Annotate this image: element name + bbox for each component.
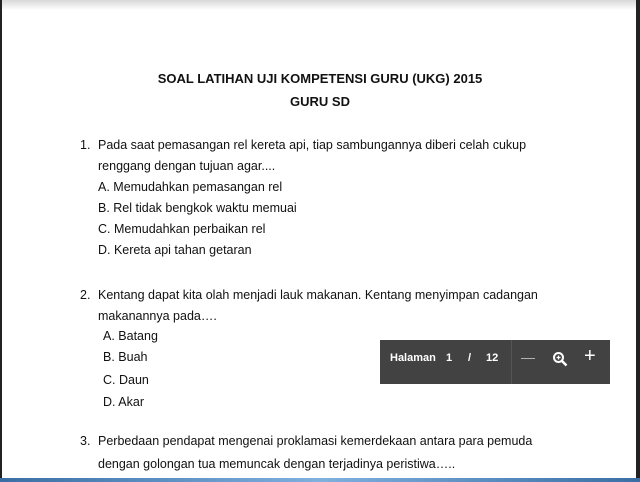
zoom-in-button[interactable]: + [584,345,596,367]
pdf-viewer-toolbar [380,340,610,384]
page-separator: / [468,352,472,364]
document-subtitle: GURU SD [290,94,350,109]
question-text: makanannya pada…. [98,309,217,323]
question-text: Perbedaan pendapat mengenai proklamasi kemerdekaan antara para pemuda [98,434,533,448]
option: A. Batang [103,329,158,343]
question-text: Pada saat pemasangan rel kereta api, tiap sambungannya diberi celah cukup [98,138,527,152]
total-pages: 12 [486,352,499,364]
zoom-icon[interactable] [552,351,568,370]
document-title: SOAL LATIHAN UJI KOMPETENSI GURU (UKG) 2015 [157,71,483,86]
taskbar [0,478,640,482]
question-text: dengan golongan tua memuncak dengan terjadinya peristiwa….. [98,457,456,471]
option: D. Akar [103,395,144,409]
current-page-input[interactable]: 1 [446,352,453,364]
option: A. Memudahkan pemasangan rel [98,180,283,194]
zoom-out-button[interactable]: — [521,349,535,365]
question-number: 1. [80,138,91,152]
option: C. Memudahkan perbaikan rel [98,222,266,236]
option: B. Buah [103,350,148,364]
toolbar-divider [511,340,512,384]
option: C. Daun [103,373,149,387]
question-number: 3. [80,434,91,448]
question-number: 2. [80,288,91,302]
option: B. Rel tidak bengkok waktu memuai [98,201,297,215]
question-text: renggang dengan tujuan agar.... [98,159,276,173]
top-shadow [2,0,636,10]
option: D. Kereta api tahan getaran [98,243,252,257]
question-text: Kentang dapat kita olah menjadi lauk makanan. Kentang menyimpan cadangan [98,288,538,302]
page-label: Halaman [390,352,436,364]
